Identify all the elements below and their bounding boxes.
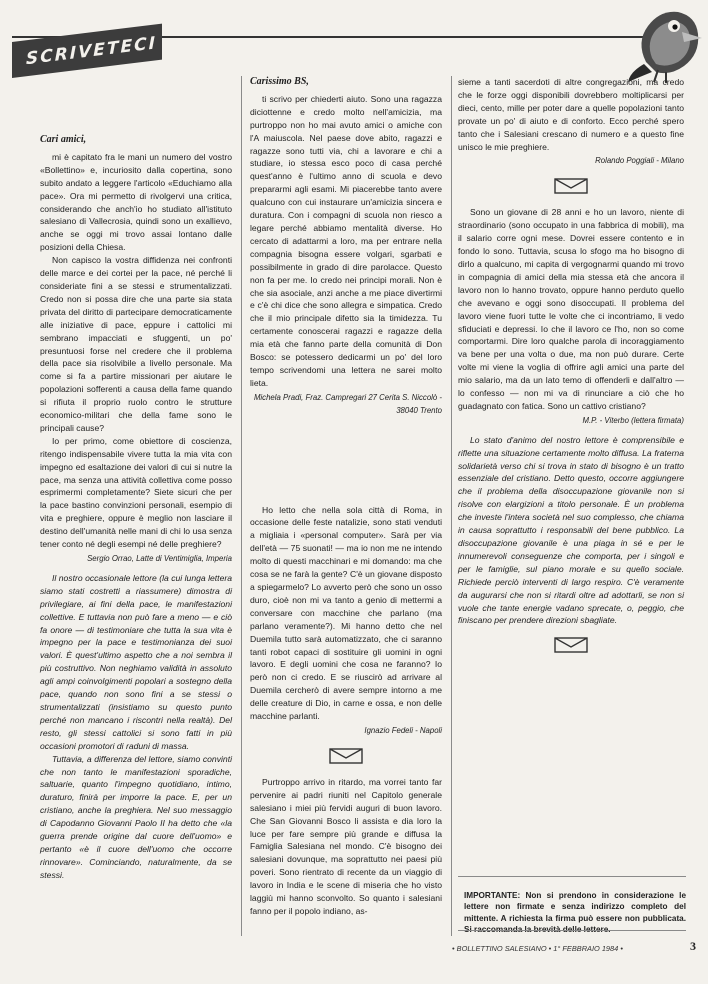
salutation: Carissimo BS, <box>250 76 309 87</box>
envelope-icon <box>554 178 588 194</box>
signature: Rolando Poggiali - Milano <box>595 156 684 166</box>
envelope-icon <box>554 637 588 653</box>
column-divider <box>241 76 242 936</box>
column-3 <box>458 76 684 665</box>
signature: Michela Pradi, Fraz. Campregari 27 Cerita S. Niccolò - 38040 Trento <box>253 392 442 415</box>
important-notice: IMPORTANTE: Non si prendono in considerazione le lettere non firmate e senza indirizzo completo del mittente. A richiesta la firma può essere non pubblicata. <box>464 891 686 923</box>
letter-paragraph: mi è capitato fra le mani un numero del vostro «Bollettino» e, incuriosito dalla copertina, sono subito andato a leggere l'articolo «Educhiamo alla pace». Ora mi permetto di rivolgervi una critica, considerando che anch'io ho studiato all'istituto salesiano di Vallecrosia, quindi sono un exallievo, anche se oggi mi trovo assai lontano dalle posizioni della Chiesa. <box>40 151 232 253</box>
letter-paragraph: Sono un giovane di 28 anni e ho un lavoro, niente di straordinario (sono occupato in una fabbrica di mobili), ma il salario corre ogni mese. Dovrei essere contento e in fondo lo sono. Tuttavia, scusa lo sfogo ma ho bisogno di dirlo a qualcuno, mi capita di vergognarmi quando mi trovo in compagnia di amici della mia stessa età che ancora il lavoro non lo hanno trovato, oppure hanno perduto quello che avevano e oggi sono disoccupati. Il problema del lavoro viene fuori tutte le volte che ci incontriamo, li vedo sfiduciati e depressi. Io che il lavoro ce l'ho, non so come comportarmi. Dire loro qualche parola di incoraggiamento va bene per una volta o due, ma non può durare. Certe volte mi viene la voglia di offrire agli amici una parte del mio salario, ma da un lato temo di offenderli e dall'altro — lo confesso — non mi va di rinunciare a ciò che ho guadagnato con fatica. Sono un cattivo cristiano? <box>458 207 684 411</box>
envelope-icon <box>329 748 363 764</box>
bird-mascot-icon <box>626 2 704 84</box>
column-1 <box>40 134 232 882</box>
spacer <box>250 424 442 504</box>
editor-reply: Tuttavia, a differenza del lettore, siamo convinti che non tanto le manifestazioni sporadiche, saltuarie, quanto l'impegno quotidiano, intimo, duraturo, finirà per imporre la pace. E, per un cristiano, anche la preghiera. Nel suo messaggio di Capodanno Giovanni Paolo II ha detto che «la guerra prende origine dal cuore dell'uomo» e pertanto «è il cuore dell'uomo che occorre rinnovare». Cominciando, naturalmente, da se stessi. <box>40 753 232 880</box>
footer-publication: • BOLLETTINO SALESIANO • 1° FEBBRAIO 1984 • <box>452 944 623 953</box>
notice-rule <box>458 876 686 877</box>
salutation: Cari amici, <box>40 134 87 145</box>
notice-rule <box>458 930 686 931</box>
signature: Sergio Orrao, Latte di Ventimiglia, Imperia <box>87 554 232 563</box>
letter-paragraph: Non capisco la vostra diffidenza nei confronti delle marce e dei cortei per la pace, né perché li consideriate fini a se stessi e strumentalizzati. Credo non si possa dire che una parte sia stata privata del diritto di partecipare democraticamente alle iniziative di pace, eppure i cattolici mi sembrano impacciati e sfuggenti, un po' presuntuosi forse nel credere che il problema della pace sia risolvibile a livello personale. Ma come si fa a partire missionari per aiutare le popolazioni sofferenti a causa della fame quando si rifiuta il proprio ruolo contro le strutture economico-militari che della fame sono le principali cause? <box>40 255 232 433</box>
letter-paragraph: Purtroppo arrivo in ritardo, ma vorrei tanto far pervenire ai padri riuniti nel Capitolo generale salesiano i miei più fervidi auguri di buon lavoro. Che San Giovanni Bosco li assista e dia loro la luce per fare sempre più grande e diffusa la Famiglia Salesiana nel mondo. C'è bisogno dei salesiani dovunque, ma soprattutto nei paesi più poveri. Sono rientrato di recente da un viaggio di lavoro in India e le scene di miseria che ho visto laggiù mi hanno sconvolto. So quanto i salesiani fanno per il popolo indiano, as- <box>250 776 442 916</box>
page-number: 3 <box>690 939 696 953</box>
signature: M.P. - Viterbo (lettera firmata) <box>582 415 684 425</box>
editor-reply: Il nostro occasionale lettore (la cui lunga lettera siamo stati costretti a riassumere) dimostra di privilegiare, ai fini della pace, le manifestazioni collettive. E tuttavia non può fare a meno — e ciò fa onore — di testimoniare che tutta la sua vita è impegno per la pace e testimonianza dei suoi valori. È quest'ultimo aspetto che a noi sembra il più costruttivo. Non neghiamo validità in assoluto agli ampi coinvolgimenti popolari a sostegno della pace, quando non sono fini a se stessi o strumentalizzati (insistiamo su questo punto perché non mancano i riscontri nella realtà). Del resto, gli stessi cattolici si sono fatti in più occasioni promotori di raduni di massa. <box>40 572 232 751</box>
section-banner <box>12 24 162 78</box>
section-title: SCRIVETECI <box>26 33 157 70</box>
column-2 <box>250 76 442 918</box>
signature: Ignazio Fedeli - Napoli <box>364 725 442 735</box>
editor-reply: Lo stato d'animo del nostro lettore è comprensibile e riflette una situazione certamente molto diffusa. La fraterna solidarietà verso chi si trova in stato di bisogno è un tratto essenziale del cristiano. Detto questo, occorre aggiungere che il problema della disoccupazione giovanile non si risolve con elargizioni a titolo personale. È un problema che investe l'intera società nel suo complesso, che chiama in causa soprattutto i responsabili del bene pubblico. La disoccupazione giovanile è una piaga in sé e per le innumerevoli conseguenze che comporta, per i singoli e per le famiglie, sul piano morale e su quello sociale. Richiede perciò interventi di largo respiro. C'è veramente da augurarsi che non si ritardi oltre ad adottarli, se non si vuole che tante energie vadano sprecate, o, peggio, che finiscano per prendere direzioni sbagliate. <box>458 434 684 626</box>
column-divider <box>451 76 452 936</box>
letter-paragraph: Ho letto che nella sola città di Roma, in occasione delle feste natalizie, sono stati venduti a migliaia i «personal computer». Sarà per via dell'età — 75 suonati! — ma io non me ne intendo molto di questi macchinari e mi domando: ma che cosa se ne farà la gente? C'è un giovane disposto a spiegarmelo? Lo avverto però che sono un osso duro, cioè non mi va tanto a genio di mettermi a conversare con macchine che parlano (ma parlano veramente?). Mi hanno detto che nel Duemila tutto sarà automatizzato, che ci saranno tanti robot capaci di sostituire gli uomini in ogni lavoro. E degli uomini che cosa ne faranno? Io però non ci credo. E se riuscirò ad arrivare al Duemila cercherò di avere sempre intorno a me delle creature di Dio, in carne e ossa, e non delle macchine parlanti. <box>250 504 442 722</box>
letter-paragraph: sieme a tanti sacerdoti di altre congregazioni, ma credo che le forze oggi disponibili dovrebbero moltiplicarsi per dieci, cento, mille per poter dare a quelle popolazioni tanto provate un po' di aiuto e di conforto. Ecco perché spero tanto che i Salesiani crescano di numero e a questo fine unisco le mie preghiere. <box>458 77 684 152</box>
letter-paragraph: ti scrivo per chiederti aiuto. Sono una ragazza diciottenne e credo molto nell'amicizia, ma purtroppo non ho mai avuto amici o amiche con l'A maiuscola. Nel paese dove abito, ragazzi e ragazze sono tutti via, chi a lavorare e chi a studiare, io stessa esco poco di casa perché quest'anno è l'ultimo anno di scuola e devo prepararmi agli esami. Mi piacerebbe tanto avere qualcuno con cui instaurare un'amicizia sincera e duratura. Con i compagni di scuola non riesco a legare perché abbiamo mentalità diverse. Ho cercato di adattarmi a loro, ma per entrare nella compagnia bisogna essere volgari, sgarbati e possibilmente in grado di dire parolacce. Questo non fa per me. Io credo nei principi morali. Non è che sia asociale, anzi anche a me piace divertirmi e c'è chi dice che sono allegra e simpatica. Credo che il mio principale difetto sia la timidezza. Tu certamente conoscerai ragazzi e ragazze della mia età che fanno parte della comunità di Don Bosco: se potessero dedicarmi un po' del loro tempo scrivendomi una lettera ne sarei molto lieta. <box>250 93 442 388</box>
letter-paragraph: Io per primo, come obiettore di coscienza, ritengo indispensabile vivere tutta la mia vita con impegno ed esaltazione dei valori di cui si nutre la pace, ma senza una attività collettiva come posso esprimermi completamente? Siete sicuri che per la pace bastino convinzioni personali, esempio di vita e preghiere, oppure è meglio non lasciare il destino dell'umanità nelle mani di chi lo usa senza tener conto né degli esempi né delle preghiere? <box>40 435 232 550</box>
